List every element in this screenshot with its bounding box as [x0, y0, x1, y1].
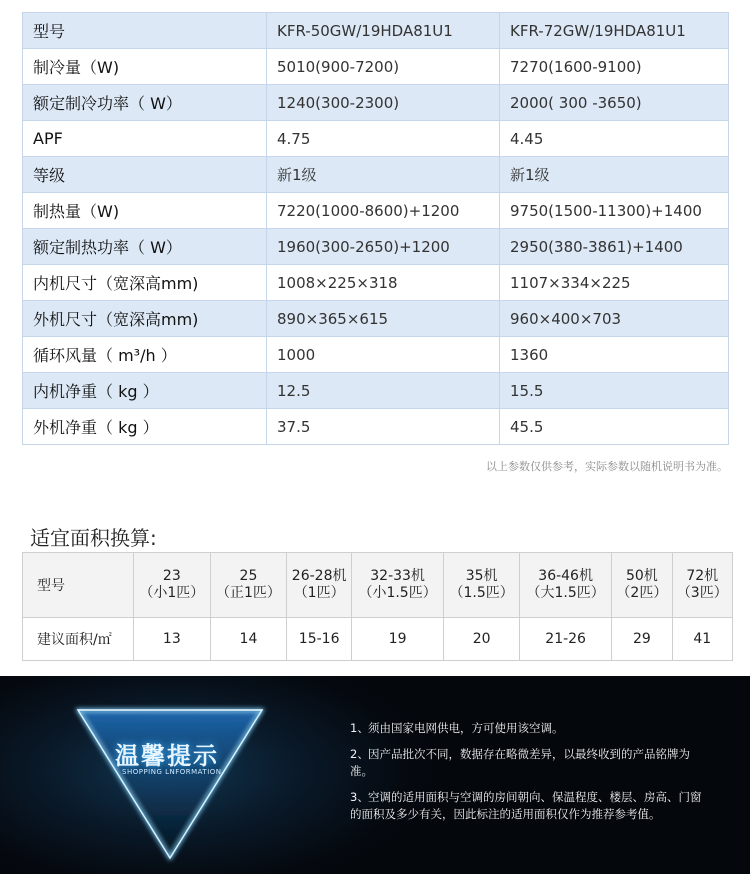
spec-value: 9750(1500-11300)+1400: [500, 193, 729, 229]
area-model-cell: [444, 553, 520, 618]
area-model-size: 26-28机: [291, 568, 347, 584]
spec-value: 1360: [500, 337, 729, 373]
area-value-cell: 20: [444, 618, 520, 661]
spec-row: [23, 85, 729, 121]
spec-value: KFR-50GW/19HDA81U1: [267, 13, 500, 49]
tip-number: 1、: [350, 721, 369, 735]
spec-row: [23, 301, 729, 337]
area-value-cell: 41: [672, 618, 732, 661]
spec-label: 等级: [23, 157, 267, 193]
area-model-size: 36-46机: [538, 568, 593, 584]
area-model-size: 32-33机: [370, 568, 425, 584]
spec-value: 960×400×703: [500, 301, 729, 337]
spec-value: 15.5: [500, 373, 729, 409]
area-model-hp: （2匹）: [616, 585, 668, 601]
area-model-cell: [287, 553, 352, 618]
spec-label: 额定制冷功率（ W）: [23, 85, 267, 121]
spec-row: [23, 13, 729, 49]
area-model-label: 型号: [23, 553, 134, 618]
spec-label: 内机净重（ kg ）: [23, 373, 267, 409]
tips-title: 温馨提示: [115, 742, 219, 770]
spec-row: [23, 409, 729, 445]
area-value-cell: 13: [134, 618, 211, 661]
tip-text: 因产品批次不同，数据存在略微差异，以最终收到的产品铭牌为准。: [350, 747, 690, 778]
spec-value: 1960(300-2650)+1200: [267, 229, 500, 265]
area-model-size: 35机: [465, 568, 498, 584]
spec-value: 1000: [267, 337, 500, 373]
spec-row: [23, 49, 729, 85]
tip-text: 须由国家电网供电，方可使用该空调。: [368, 721, 564, 735]
area-model-size: 72机: [686, 568, 719, 584]
spec-note: 以上参数仅供参考，实际参数以随机说明书为准。: [486, 460, 728, 473]
spec-row: [23, 157, 729, 193]
tip-item: [350, 720, 710, 737]
spec-label: 制热量（W): [23, 193, 267, 229]
spec-label: 型号: [23, 13, 267, 49]
tips-banner: [0, 676, 750, 874]
area-model-hp: （小1匹）: [139, 585, 205, 601]
area-value-cell: 29: [612, 618, 672, 661]
area-value-row: [23, 618, 733, 661]
spec-value: 新1级: [500, 157, 729, 193]
area-section-title: 适宜面积换算:: [30, 526, 157, 550]
spec-value: 7220(1000-8600)+1200: [267, 193, 500, 229]
spec-value: 37.5: [267, 409, 500, 445]
area-model-hp: （3匹）: [676, 585, 728, 601]
spec-value: 5010(900-7200): [267, 49, 500, 85]
spec-row: [23, 121, 729, 157]
spec-label: 制冷量（W): [23, 49, 267, 85]
area-model-size: 25: [239, 568, 258, 584]
spec-value: 1008×225×318: [267, 265, 500, 301]
spec-value: 45.5: [500, 409, 729, 445]
spec-label: 内机尺寸（宽深高mm): [23, 265, 267, 301]
tip-text: 空调的适用面积与空调的房间朝向、保温程度、楼层、房高、门窗的面积及多少有关，因此标注的适用面积仅作为推荐参考值。: [350, 790, 702, 821]
area-model-cell: [210, 553, 287, 618]
spec-value: 4.45: [500, 121, 729, 157]
spec-value: 7270(1600-9100): [500, 49, 729, 85]
spec-value: 新1级: [267, 157, 500, 193]
spec-value: 1240(300-2300): [267, 85, 500, 121]
spec-label: 额定制热功率（ W）: [23, 229, 267, 265]
area-model-cell: [612, 553, 672, 618]
area-model-hp: （大1.5匹）: [526, 585, 605, 601]
tip-number: 2、: [350, 747, 369, 761]
tip-item: [350, 789, 710, 823]
spec-row: [23, 193, 729, 229]
area-value-label: 建议面积/㎡: [23, 618, 134, 661]
area-model-hp: （小1.5匹）: [358, 585, 437, 601]
tip-item: [350, 746, 710, 780]
area-model-size: 50机: [625, 568, 658, 584]
area-value-cell: 21-26: [520, 618, 612, 661]
spec-value: KFR-72GW/19HDA81U1: [500, 13, 729, 49]
spec-row: [23, 337, 729, 373]
area-model-cell: [352, 553, 444, 618]
area-model-cell: [134, 553, 211, 618]
spec-value: 1107×334×225: [500, 265, 729, 301]
spec-value: 2950(380-3861)+1400: [500, 229, 729, 265]
spec-table-body: [23, 13, 729, 445]
area-value-cell: 15-16: [287, 618, 352, 661]
spec-label: 外机尺寸（宽深高mm): [23, 301, 267, 337]
spec-row: [23, 229, 729, 265]
spec-label: 外机净重（ kg ）: [23, 409, 267, 445]
spec-label: APF: [23, 121, 267, 157]
spec-label: 循环风量（ m³/h ）: [23, 337, 267, 373]
spec-row: [23, 373, 729, 409]
spec-value: 12.5: [267, 373, 500, 409]
spec-value: 890×365×615: [267, 301, 500, 337]
area-model-row: [23, 553, 733, 618]
area-model-hp: （正1匹）: [216, 585, 281, 601]
area-model-cell: [520, 553, 612, 618]
area-model-cell: [672, 553, 732, 618]
area-model-size: 23: [162, 568, 181, 584]
spec-row: [23, 265, 729, 301]
spec-value: 4.75: [267, 121, 500, 157]
area-value-cell: 19: [352, 618, 444, 661]
area-model-hp: （1匹）: [293, 585, 345, 601]
tips-list: [350, 720, 710, 832]
tips-subtitle: SHOPPING LNFORMATION: [122, 768, 222, 776]
spec-table: [22, 12, 729, 445]
area-model-hp: （1.5匹）: [449, 585, 514, 601]
tip-number: 3、: [350, 790, 369, 804]
area-value-cell: 14: [210, 618, 287, 661]
area-table: [22, 552, 733, 661]
spec-value: 2000( 300 -3650): [500, 85, 729, 121]
